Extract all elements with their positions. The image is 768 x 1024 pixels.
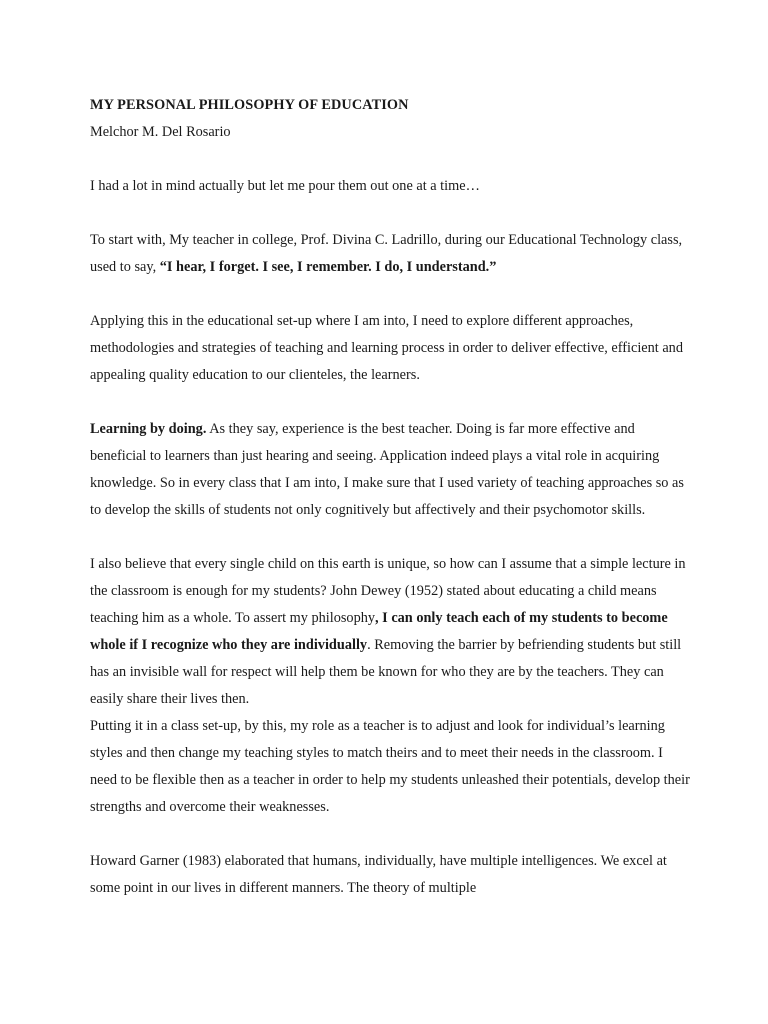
paragraph-text: I also believe that every single child on this earth is unique, so how can I assume that a simple lecture in the classroom is enough for my students? John Dewey (1952) stated about educating a child means teaching him as a whole. To assert my philosophy: [90, 556, 686, 626]
paragraph-text: To start with, My teacher in college, Prof. Divina C. Ladrillo, during our Educational Technology class, used to say,: [90, 232, 683, 275]
paragraph-heading: Learning by doing.: [90, 421, 207, 437]
emphasis-text: , I can only teach each of my students to become whole if I recognize who they are individually: [90, 610, 668, 653]
paragraph-multiple-intelligences: Howard Garner (1983) elaborated that humans, individually, have multiple intelligences. We excel at some point in our lives in different manners. The theory of multiple: [90, 853, 667, 896]
paragraph-text: As they say, experience is the best teacher. Doing is far more effective and beneficial to learners than just hearing and seeing. Application indeed plays a vital role in acquiring knowledge. So in every class that I am into, I make sure that I used variety of teaching approaches so as to develop the skills of students not only cognitively but affectively and their psychomotor skills.: [90, 421, 684, 518]
paragraph-text: . Removing the barrier by befriending students but still has an invisible wall for respect will help them be known for who they are by the teachers. They can easily share their lives then.: [90, 637, 682, 707]
paragraph-learning-by-doing: [90, 416, 690, 524]
document-title: MY PERSONAL PHILOSOPHY OF EDUCATION: [90, 97, 409, 113]
author-name: Melchor M. Del Rosario: [90, 124, 231, 140]
paragraph-teacher-quote: [90, 227, 690, 281]
paragraph-approaches: Applying this in the educational set-up where I am into, I need to explore different approaches, methodologies and strategies of teaching and learning process in order to deliver effective, efficient and appealing quality education to our clienteles, the learners.: [90, 313, 683, 383]
paragraph-unique-child: [90, 551, 690, 713]
quote-text: “I hear, I forget. I see, I remember. I do, I understand.”: [159, 259, 497, 275]
paragraph-intro: I had a lot in mind actually but let me pour them out one at a time…: [90, 178, 480, 194]
paragraph-role-of-teacher: Putting it in a class set-up, by this, my role as a teacher is to adjust and look for individual’s learning styles and then change my teaching styles to match theirs and to meet their needs in the classroom. I need to be flexible then as a teacher in order to help my students unleashed their potentials, develop their strengths and overcome their weaknesses.: [90, 718, 690, 815]
document-page: [90, 92, 690, 929]
